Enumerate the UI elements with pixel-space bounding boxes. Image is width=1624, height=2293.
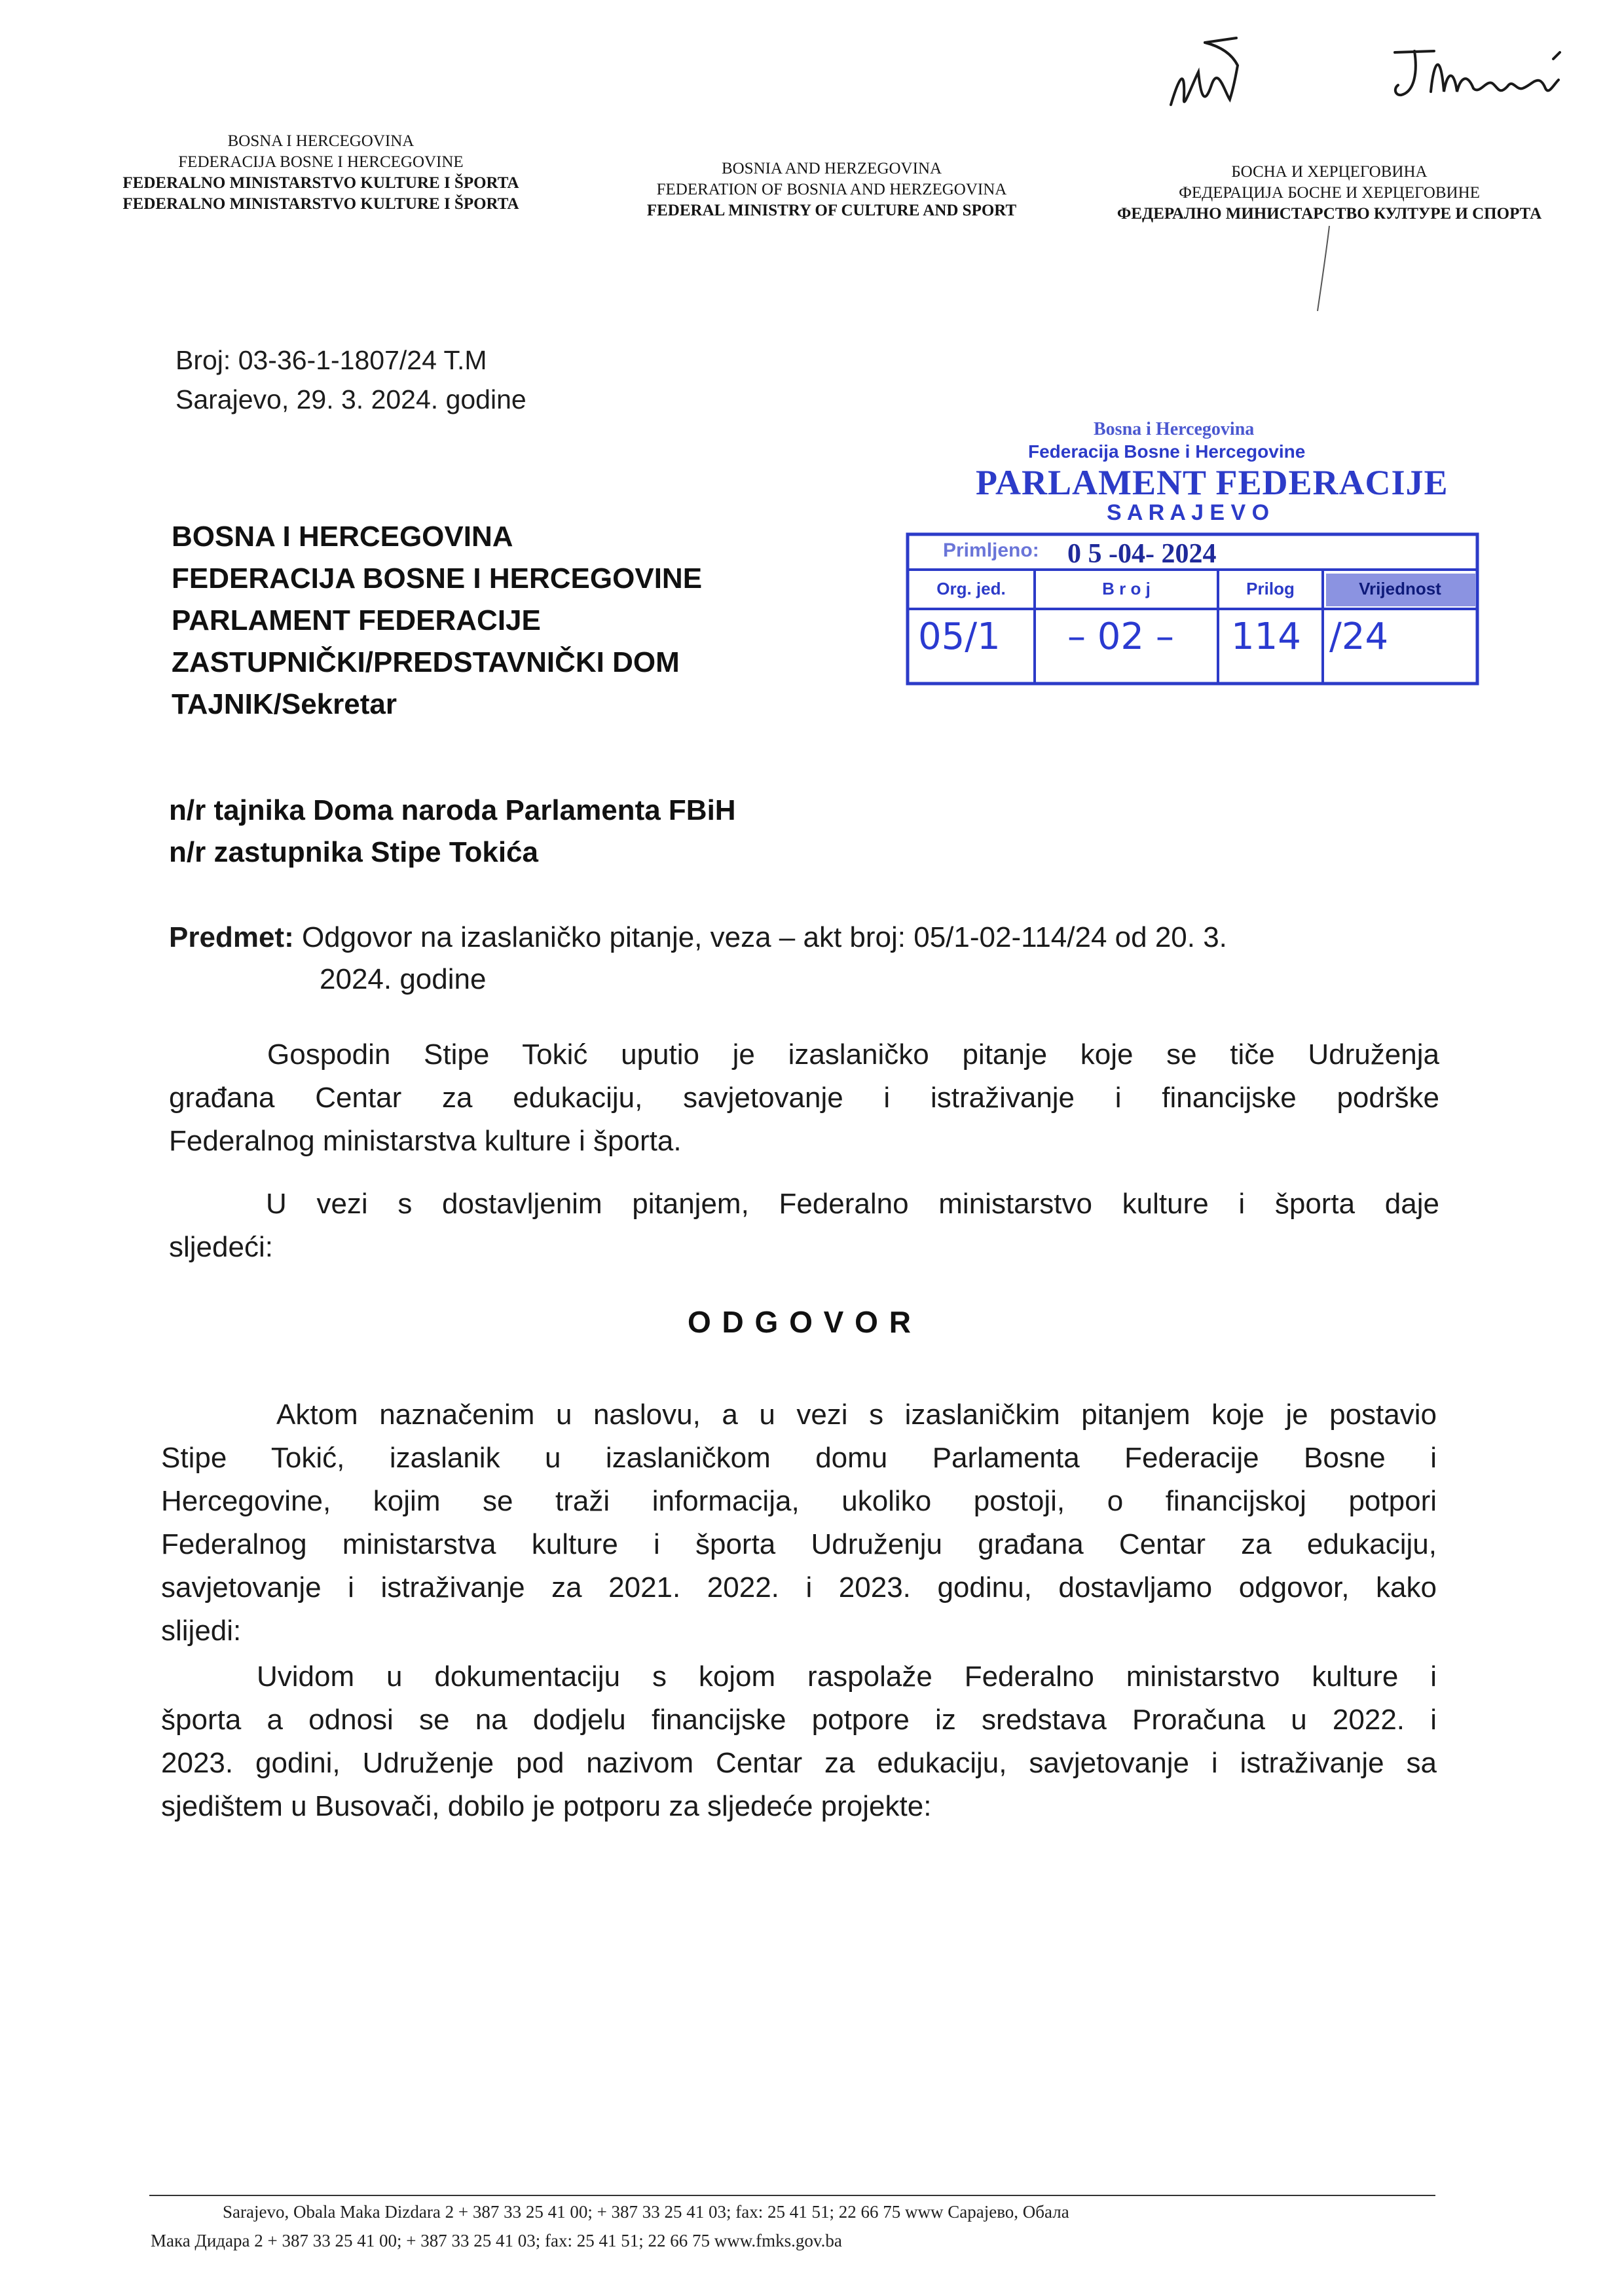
parliament-stamp xyxy=(904,419,1493,701)
letterhead-english-line1: BOSNIA AND HERZEGOVINA xyxy=(721,160,942,177)
addressee-line3: PARLAMENT FEDERACIJE xyxy=(172,604,541,636)
addressee-line4: ZASTUPNIČKI/PREDSTAVNIČKI DOM xyxy=(172,646,680,678)
stamp-val-broj: – 02 – xyxy=(1067,615,1174,658)
attention-line1: n/r tajnika Doma naroda Parlamenta FBiH xyxy=(169,794,736,826)
body-paragraph-2 xyxy=(169,1183,1439,1269)
initials-scribble-icon xyxy=(1159,26,1257,124)
addressee-line2: FEDERACIJA BOSNE I HERCEGOVINE xyxy=(172,562,703,595)
letterhead-english-line2: FEDERATION OF BOSNIA AND HERZEGOVINA xyxy=(656,181,1007,198)
subject-text2: 2024. godine xyxy=(320,963,487,995)
p3-line6: slijedi: xyxy=(161,1615,242,1647)
p1-line2: građana Centar za edukaciju, savjetovanje i istraživanje i financijske podrške xyxy=(169,1082,1439,1114)
p3-line2: Stipe Tokić, izaslanik u izaslaničkom domu Parlamenta Federacije Bosne i xyxy=(161,1442,1437,1474)
p1-line1: Gospodin Stipe Tokić uputio je izaslaničko pitanje koje se tiče Udruženja xyxy=(267,1038,1439,1071)
subject-label: Predmet: xyxy=(169,921,294,953)
p2-line1: U vezi s dostavljenim pitanjem, Federalno ministarstvo kulture i športa daje xyxy=(266,1188,1439,1220)
letterhead-cyrillic-line2: ФЕДЕРАЦИЈА БОСНЕ И ХЕРЦЕГОВИНЕ xyxy=(1179,184,1480,202)
attention-line2: n/r zastupnika Stipe Tokića xyxy=(169,836,538,868)
letterhead-latin xyxy=(79,131,563,215)
letterhead-latin-line4: FEDERALNO MINISTARSTVO KULTURE I ŠPORTA xyxy=(122,195,519,213)
p4-line4: sjedištem u Busovači, dobilo je potporu za sljedeće projekte: xyxy=(161,1790,932,1822)
stamp-col-prilog: Prilog xyxy=(1246,579,1295,598)
stamp-line1: Bosna i Hercegovina xyxy=(1094,419,1255,439)
attention-block xyxy=(169,790,736,873)
subject-text1: Odgovor na izaslaničko pitanje, veza – akt broj: 05/1-02-114/24 od 20. 3. xyxy=(293,921,1227,953)
addressee-line5: TAJNIK/Sekretar xyxy=(172,688,397,720)
letterhead-english-line3: FEDERAL MINISTRY OF CULTURE AND SPORT xyxy=(646,202,1017,219)
stamp-col-org: Org. jed. xyxy=(936,579,1006,598)
reference-date: Sarajevo, 29. 3. 2024. godine xyxy=(175,384,526,414)
p4-line2: športa a odnosi se na dodjelu financijske potpore iz sredstava Proračuna u 2022. i xyxy=(161,1704,1437,1736)
footer-line2: Мака Дидара 2 + 387 33 25 41 00; + 387 33 25 41 03; fax: 25 41 51; 22 66 75 www.fmks.gov.ba xyxy=(151,2231,842,2250)
p4-line1: Uvidom u dokumentaciju s kojom raspolaže Federalno ministarstvo kulture i xyxy=(257,1660,1437,1693)
letterhead-english xyxy=(583,158,1080,221)
p3-line5: savjetovanje i istraživanje za 2021. 2022. i 2023. godinu, dostavljamo odgovor, kako xyxy=(161,1571,1437,1604)
handwritten-signature xyxy=(1382,33,1578,105)
stamp-line2: Federacija Bosne i Hercegovine xyxy=(1028,441,1306,462)
letterhead-latin-line2: FEDERACIJA BOSNE I HERCEGOVINE xyxy=(178,153,464,171)
reference-block xyxy=(175,340,765,419)
stamp-line4: S A R A J E V O xyxy=(1107,500,1270,525)
addressee-line1: BOSNA I HERCEGOVINA xyxy=(172,521,513,553)
p3-line4: Federalnog ministarstva kulture i športa Udruženju građana Centar za edukaciju, xyxy=(161,1528,1437,1560)
stamp-col-broj: B r o j xyxy=(1102,579,1151,598)
stamp-val-org: 05/1 xyxy=(918,615,1001,658)
body-paragraph-4 xyxy=(161,1655,1437,1828)
stamp-col-vrijednost: Vrijednost xyxy=(1359,579,1441,598)
tick-mark-icon xyxy=(1310,223,1336,314)
stamp-line3: PARLAMENT FEDERACIJE xyxy=(976,463,1449,502)
footer-separator-line xyxy=(149,2195,1435,2196)
p2-line2: sljedeći: xyxy=(169,1231,273,1263)
answer-heading: O D G O V O R xyxy=(688,1305,912,1339)
subject-block xyxy=(169,917,1227,1000)
signature-scribble-icon xyxy=(1382,33,1578,105)
body-paragraph-1 xyxy=(169,1033,1439,1163)
stamp-val-prilog: 114 xyxy=(1231,615,1301,658)
reference-number: Broj: 03-36-1-1807/24 T.M xyxy=(175,345,487,375)
footer-line1: Sarajevo, Obala Maka Dizdara 2 + 387 33 25 41 00; + 387 33 25 41 03; fax: 25 41 51; 22 66 75 www Сарајево, Обала xyxy=(223,2202,1069,2222)
addressee-block xyxy=(172,516,702,725)
stamp-received-label: Primljeno: xyxy=(943,540,1039,561)
letterhead-latin-line1: BOSNA I HERCEGOVINA xyxy=(227,132,415,150)
letterhead-cyrillic-line3: ФЕДЕРАЛНО МИНИСТАРСТВО КУЛТУРЕ И СПОРТА xyxy=(1116,205,1542,223)
letterhead-cyrillic xyxy=(1074,162,1585,225)
p3-line3: Hercegovine, kojim se traži informacija, ukoliko postoji, o financijskoj potpori xyxy=(161,1485,1437,1517)
body-paragraph-3 xyxy=(161,1393,1437,1653)
stamp-received-date: 0 5 -04- 2024 xyxy=(1067,539,1217,569)
letterhead-cyrillic-line1: БОСНА И ХЕРЦЕГОВИНА xyxy=(1231,163,1428,181)
handwritten-initials xyxy=(1159,26,1257,124)
footer-contact xyxy=(149,2197,1435,2255)
stamp-val-vrijednost: /24 xyxy=(1329,615,1389,658)
subject-line1 xyxy=(169,917,1227,959)
letterhead-latin-line3: FEDERALNO MINISTARSTVO KULTURE I ŠPORTA xyxy=(122,174,519,192)
p1-line3: Federalnog ministarstva kulture i športa. xyxy=(169,1125,682,1157)
p4-line3: 2023. godini, Udruženje pod nazivom Centar za edukaciju, savjetovanje i istraživanje sa xyxy=(161,1747,1437,1779)
p3-line1: Aktom naznačenim u naslovu, a u vezi s izaslaničkim pitanjem koje je postavio xyxy=(276,1399,1437,1431)
handwritten-tick xyxy=(1310,223,1336,314)
